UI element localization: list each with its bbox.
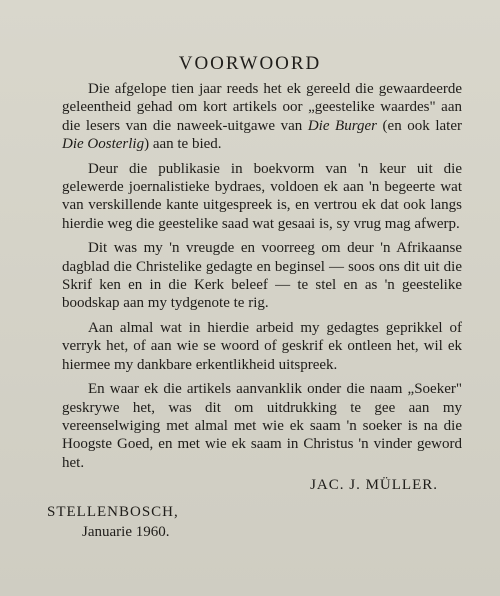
- author-signature: JAC. J. MÜLLER.: [310, 477, 438, 493]
- paragraph-4: Aan almal wat in hierdie arbeid my gedagtes geprikkel of verryk het, of aan wie se woord of geskrif ek ontleen het, wil ek hiermee my dankbare erkentlikheid uitspreek.: [62, 319, 462, 373]
- place-and-date: [47, 502, 179, 542]
- date-line: Januarie 1960.: [82, 524, 170, 540]
- foreword-body: [62, 80, 462, 478]
- paragraph-2: Deur die publikasie in boekvorm van 'n keur uit die gelewerde joernalistieke bydraes, voldoen ek aan 'n begeerte wat van verskillende kante uitgespreek is, en vertrou ek dat ook langs hierdie weg die geestelike saad wat gesaai is, sy vrug mag afwerp.: [62, 160, 462, 232]
- newspaper-name-die-oosterlig: Die Oosterlig: [62, 136, 145, 153]
- place-name: STELLENBOSCH,: [47, 504, 179, 520]
- paragraph-1-text-c: ) aan te bied.: [144, 136, 222, 153]
- newspaper-name-die-burger: Die Burger: [307, 117, 377, 134]
- paragraph-1: [62, 80, 462, 154]
- page-title: VOORWOORD: [178, 53, 322, 74]
- paragraph-5: En waar ek die artikels aanvanklik onder die naam „Soeker" geskrywe het, was dit om uitdrukking te gee aan my vereenselwiging met almal met wie ek saam 'n soeker is na die Hoogste Goed, en met wie ek saam in Christus 'n vinder geword het.: [62, 381, 462, 471]
- paragraph-1-text-b: (en ook later: [376, 117, 462, 134]
- paragraph-3: Dit was my 'n vreugde en voorreeg om deur 'n Afrikaanse dagblad die Christelike gedagte en beginsel — soos ons dit uit die Skrif ken en in die Kerk beleef — te stel en as 'n geestelike boodskap aan my tydgenote te rig.: [62, 240, 462, 312]
- paragraph-1-text-a: Die afgelope tien jaar reeds het ek gereeld die gewaardeerde geleentheid gehad om kort artikels oor „geestelike waardes" aan die lesers van die naweek-uitgawe van: [62, 81, 462, 134]
